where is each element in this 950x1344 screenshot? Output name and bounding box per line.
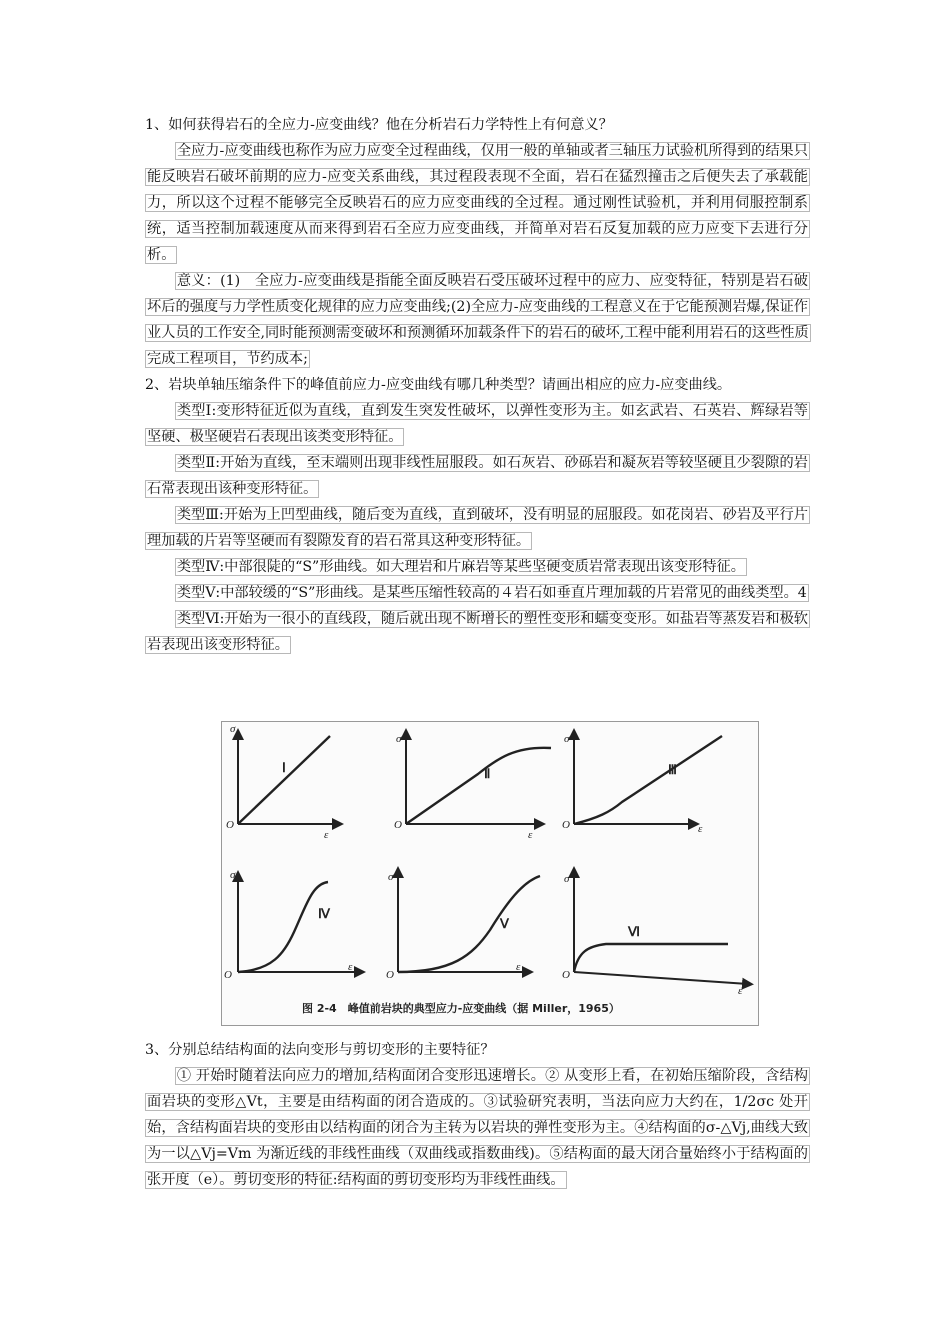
type-6-paragraph [145, 606, 810, 658]
question-3-title: 3、分别总结结构面的法向变形与剪切变形的主要特征？ [145, 1042, 495, 1058]
panel-6-epsilon: ε [738, 985, 743, 997]
curve-3 [574, 736, 722, 824]
type-1-text: 类型Ⅰ:变形特征近似为直线，直到发生突发性破坏，以弹性变形为主。如玄武岩、石英岩、辉绿岩等坚硬、极坚硬岩石表现出该类变形特征。 [147, 403, 808, 445]
panel-5-epsilon: ε [516, 961, 521, 973]
figure-caption: 图 2-4 峰值前岩块的典型应力-应变曲线（据 Miller，1965） [302, 1002, 620, 1015]
type-4-paragraph [145, 554, 810, 580]
panel-5-origin: O [386, 969, 394, 981]
panel-4-origin: O [224, 969, 232, 981]
panel-2 [406, 734, 551, 824]
curve-1 [238, 736, 330, 824]
answer-3-paragraph [145, 1063, 810, 1193]
question-2-title: 2、岩块单轴压缩条件下的峰值前应力-应变曲线有哪几种类型？请画出相应的应力-应变曲线。 [145, 377, 732, 393]
panel-4-sigma: σ [230, 869, 236, 881]
stress-strain-curves-svg [222, 722, 758, 1025]
label-type-5: Ⅴ [500, 916, 509, 931]
panel-6-sigma: σ [564, 873, 570, 885]
type-5-text: 类型Ⅴ:中部较缓的“S”形曲线。是某些压缩性较高的４岩石如垂直片理加载的片岩常见的曲线类型。4 [176, 585, 807, 601]
panel-3-sigma: σ [564, 733, 570, 745]
panel-6-x-axis [574, 972, 748, 984]
type-1-paragraph [145, 398, 810, 450]
label-type-4: Ⅳ [318, 906, 330, 921]
curve-2 [406, 748, 551, 824]
question-1-title: 1、如何获得岩石的全应力-应变曲线？他在分析岩石力学特性上有何意义？ [145, 117, 613, 133]
panel-1-sigma: σ [230, 723, 236, 735]
section-3 [145, 1037, 810, 1193]
answer-1-paragraph-2 [145, 268, 810, 372]
type-2-text: 类型Ⅱ:开始为直线，至末端则出现非线性屈服段。如石灰岩、砂砾岩和凝灰岩等较坚硬且少裂隙的岩石常表现出该种变形特征。 [147, 455, 808, 497]
curve-4 [238, 882, 328, 972]
panel-1 [238, 734, 338, 824]
answer-1-text-2: 意义：(1) 全应力-应变曲线是指能全面反映岩石受压破坏过程中的应力、应变特征，特别是岩石破坏后的强度与力学性质变化规律的应力应变曲线;(2)全应力-应变曲线的工程意义在于它能预测岩爆,保证作业人员的工作安全,同时能预测需变破坏和预测循环加载条件下的岩石的破坏,工程中能利用岩石的这些性质完成工程项目，节约成本; [147, 273, 809, 367]
panel-5 [398, 872, 540, 972]
panel-3-epsilon: ε [698, 823, 703, 835]
type-3-paragraph [145, 502, 810, 554]
panel-1-epsilon: ε [324, 829, 329, 841]
panel-5-sigma: σ [388, 871, 394, 883]
panel-3 [574, 734, 722, 824]
panel-2-origin: O [394, 819, 402, 831]
label-type-2: Ⅱ [484, 766, 491, 781]
label-type-1: Ⅰ [282, 760, 286, 775]
panel-4-epsilon: ε [348, 961, 353, 973]
type-3-text: 类型Ⅲ:开始为上凹型曲线，随后变为直线，直到破坏，没有明显的屈服段。如花岗岩、砂岩及平行片理加载的片岩等坚硬而有裂隙发育的岩石常具这种变形特征。 [147, 507, 808, 549]
panel-1-origin: O [226, 819, 234, 831]
type-2-paragraph [145, 450, 810, 502]
stress-strain-figure [221, 721, 759, 1026]
answer-3-text: ① 开始时随着法向应力的增加,结构面闭合变形迅速增长。② 从变形上看，在初始压缩阶段，含结构面岩块的变形△Vt，主要是由结构面的闭合造成的。③试验研究表明，当法向应力大约在，1/2σc 处开始，含结构面岩块的变形由以结构面的闭合为主转为以岩块的弹性变形为主。④结构面的σ-△Vj,曲线大致为一以△Vj=Vm 为渐近线的非线性曲线（双曲线或指数曲线)。⑤结构面的最大闭合量始终小于结构面的张开度（e）。剪切变形的特征:结构面的剪切变形均为非线性曲线。 [147, 1068, 808, 1188]
type-5-paragraph [145, 580, 810, 606]
answer-1-text-1: 全应力-应变曲线也称作为应力应变全过程曲线，仅用一般的单轴或者三轴压力试验机所得到的结果只能反映岩石破坏前期的应力-应变关系曲线，其过程段表现不全面，岩石在猛烈撞击之后便失去了承载能力，所以这个过程不能够完全反映岩石的应力应变曲线的全过程。通过刚性试验机，并利用伺服控制系统，适当控制加载速度从而来得到岩石全应力应变曲线，并简单对岩石反复加载的应力应变下去进行分析。 [147, 143, 808, 263]
panel-2-sigma: σ [396, 733, 402, 745]
panel-2-epsilon: ε [528, 829, 533, 841]
label-type-6: Ⅵ [628, 924, 640, 939]
panel-3-origin: O [562, 819, 570, 831]
type-4-text: 类型Ⅳ:中部很陡的“S”形曲线。如大理岩和片麻岩等某些坚硬变质岩常表现出该变形特征。 [176, 559, 745, 575]
panel-6 [574, 872, 748, 984]
type-6-text: 类型Ⅵ:开始为一很小的直线段，随后就出现不断增长的塑性变形和蠕变变形。如盐岩等蒸发岩和极软岩表现出该变形特征。 [147, 611, 808, 653]
curve-6 [574, 944, 728, 972]
panel-6-origin: O [562, 969, 570, 981]
curve-5 [398, 876, 540, 972]
panel-4 [238, 876, 360, 972]
label-type-3: Ⅲ [668, 762, 677, 777]
answer-1-paragraph-1 [145, 138, 810, 268]
document-body [145, 112, 810, 658]
